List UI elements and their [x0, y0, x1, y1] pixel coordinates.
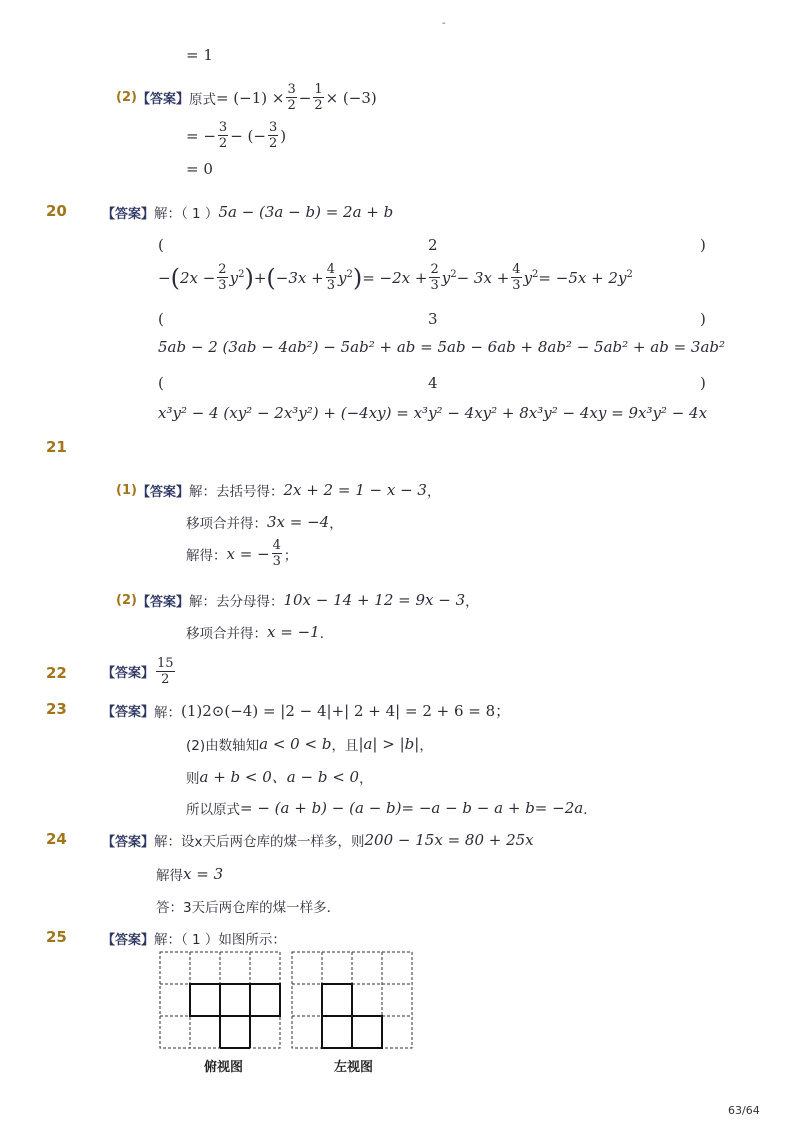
math-text: |a| > |b| — [358, 735, 420, 753]
q21-p1-l1 — [116, 480, 440, 500]
paren-close: ) — [700, 374, 706, 392]
fraction: $\frac{4}{3}$ — [272, 538, 281, 569]
punct: ． — [583, 802, 597, 818]
paren-open: ( — [158, 236, 164, 254]
answer-label: 【答案】 — [102, 834, 155, 850]
solution-prefix: 解：（ 1 ）如图所示： — [154, 932, 286, 948]
math-text: − — [298, 88, 312, 107]
q20-eq2: − ( 2x − $\frac{2}{3}$ $y^2$ ) + ( −3x + $\frac{4}{3}$ $y^2$ ) = −2x + $\frac{2}{3}$ $y^2$ − 3x + $\frac{4}{3}$ $y^2$ = $-5x + 2y^2$ — [158, 262, 633, 293]
punct: ， — [465, 594, 479, 610]
left-view-caption: 左视图 — [334, 1060, 374, 1075]
math-text: 200 − 15x = 80 + 25x — [364, 831, 534, 849]
header-mark: - — [442, 18, 446, 29]
answer-label: 【答案】 — [136, 484, 189, 500]
answer-label: 【答案】 — [136, 594, 189, 610]
math-text: − — [158, 268, 171, 287]
paren-close: ) — [700, 236, 706, 254]
paren-open: ( — [158, 310, 164, 328]
step-text: 解：去分母得： — [188, 594, 284, 610]
step-text: 解：去括号得： — [188, 484, 284, 500]
q22-answer — [102, 656, 177, 687]
punct: ， — [426, 484, 441, 500]
origin-text: 原式 — [188, 91, 216, 108]
item-number: 4 — [428, 374, 438, 392]
punct: ． — [319, 626, 334, 642]
fraction: $\frac{2}{3}$ — [430, 262, 439, 293]
step-text: 解得 — [156, 868, 183, 884]
question-number-21: 21 — [46, 438, 67, 456]
answer-label: 【答案】 — [102, 932, 155, 948]
step-text: 移项合并得： — [186, 626, 267, 642]
fraction: $\frac{4}{3}$ — [512, 262, 521, 293]
page-number: 63/64 — [728, 1104, 760, 1117]
step-text: (2)由数轴知 — [186, 738, 260, 754]
math-text: = (−1) × — [215, 88, 285, 107]
question-number-20: 20 — [46, 202, 67, 220]
step-text: 解：设x天后两仓库的煤一样多，则 — [154, 834, 365, 850]
top-line-eq3: = 0 — [186, 160, 213, 178]
step-text: ，且 — [331, 738, 359, 754]
math-text: 5a − (3a − b) = 2a + b — [218, 203, 394, 221]
fraction: $\frac{3}{2}$ — [268, 120, 278, 151]
math-text: (1)2⊙(−4) = |2 − 4|+| 2 + 4| = 2 + 6 = 8； — [181, 702, 511, 720]
question-number-24: 24 — [46, 830, 67, 848]
q24-l2 — [156, 864, 223, 884]
q24-l3: 答：3天后两仓库的煤一样多． — [156, 900, 341, 916]
math-text: − 3x + — [456, 268, 510, 287]
answer-label: 【答案】 — [102, 705, 155, 720]
punct: ， — [419, 738, 433, 754]
step-text: 移项合并得： — [186, 516, 267, 532]
q21-p1-l3 — [186, 538, 297, 569]
fraction: $\frac{3}{2}$ — [287, 82, 296, 113]
question-number-25: 25 — [46, 928, 67, 946]
top-line1: = 1 — [186, 46, 213, 64]
solution-prefix: 解：（ 1 ） — [154, 206, 219, 222]
math-text: −3x + — [275, 268, 324, 287]
q23-l1 — [102, 700, 510, 721]
punct: ， — [359, 770, 373, 787]
q21-p2-l2 — [186, 622, 333, 642]
q23-l3 — [186, 766, 373, 787]
q21-p2-l1 — [116, 590, 479, 610]
math-text: 2x + 2 = 1 − x − 3 — [283, 481, 427, 499]
q20-eq4: x³y² − 4 (xy² − 2x³y²) + (−4xy) = x³y² − 4xy² + 8x³y² − 4xy = 9x³y² − 4x — [158, 404, 708, 422]
top-part2 — [116, 82, 377, 113]
math-text: a < 0 < b — [259, 735, 332, 753]
math-text: − (− — [230, 126, 266, 145]
q20-eq3: 5ab − 2 (3ab − 4ab²) − 5ab² + ab = 5ab − 6ab + 8ab² − 5ab² + ab = 3ab² — [158, 338, 726, 356]
top-line-eq2 — [186, 120, 286, 151]
q24-l1 — [102, 830, 534, 850]
math-text: × (−3) — [325, 88, 377, 107]
paren-close: ) — [700, 310, 706, 328]
step-text: 解得： — [186, 547, 227, 564]
left-view-figure — [290, 950, 416, 1052]
math-text: 3x = −4 — [267, 513, 330, 531]
item-number: 3 — [428, 310, 438, 328]
part-label: (2) — [116, 90, 137, 105]
fraction: $\frac{15}{2}$ — [157, 656, 174, 687]
question-number-22: 22 — [46, 664, 67, 682]
answer-label: 【答案】 — [102, 666, 155, 681]
fraction: $\frac{2}{3}$ — [218, 262, 227, 293]
math-text: = − — [186, 126, 216, 145]
question-number-23: 23 — [46, 700, 67, 718]
q23-l4 — [186, 798, 597, 818]
punct: ； — [283, 547, 298, 564]
item-number: 2 — [428, 236, 438, 254]
q20-line1 — [102, 202, 393, 222]
answer-label: 【答案】 — [102, 206, 155, 222]
fraction: $\frac{1}{2}$ — [314, 82, 323, 113]
math-text: x = −1 — [267, 623, 320, 641]
math-text: x = 3 — [183, 865, 224, 883]
q23-l2 — [186, 734, 433, 754]
part-label: (1) — [116, 482, 137, 498]
answer-label: 【答案】 — [136, 92, 189, 107]
q21-p1-l2 — [186, 512, 343, 532]
math-text: = −2x + — [362, 268, 428, 287]
top-view-figure — [158, 950, 284, 1052]
solution-prefix: 解： — [154, 704, 182, 721]
math-text: + — [253, 268, 267, 287]
math-text: 2x − — [179, 268, 216, 287]
punct: ， — [329, 516, 343, 532]
math-text: ) — [280, 126, 287, 145]
fraction: $\frac{3}{2}$ — [218, 120, 228, 151]
math-text: a + b < 0、a − b < 0 — [199, 768, 360, 786]
math-text: 10x − 14 + 12 = 9x − 3 — [283, 591, 466, 609]
math-text: x = − — [226, 544, 270, 563]
step-text: 所以原式 — [186, 802, 240, 818]
part-label: (2) — [116, 592, 137, 608]
paren-open: ( — [158, 374, 164, 392]
step-text: 则 — [186, 770, 200, 787]
math-text: = − (a + b) − (a − b)= −a − b − a + b= −2a — [240, 799, 584, 817]
fraction: $\frac{4}{3}$ — [326, 262, 335, 293]
top-view-caption: 俯视图 — [204, 1060, 244, 1075]
q25-l1 — [102, 928, 286, 948]
